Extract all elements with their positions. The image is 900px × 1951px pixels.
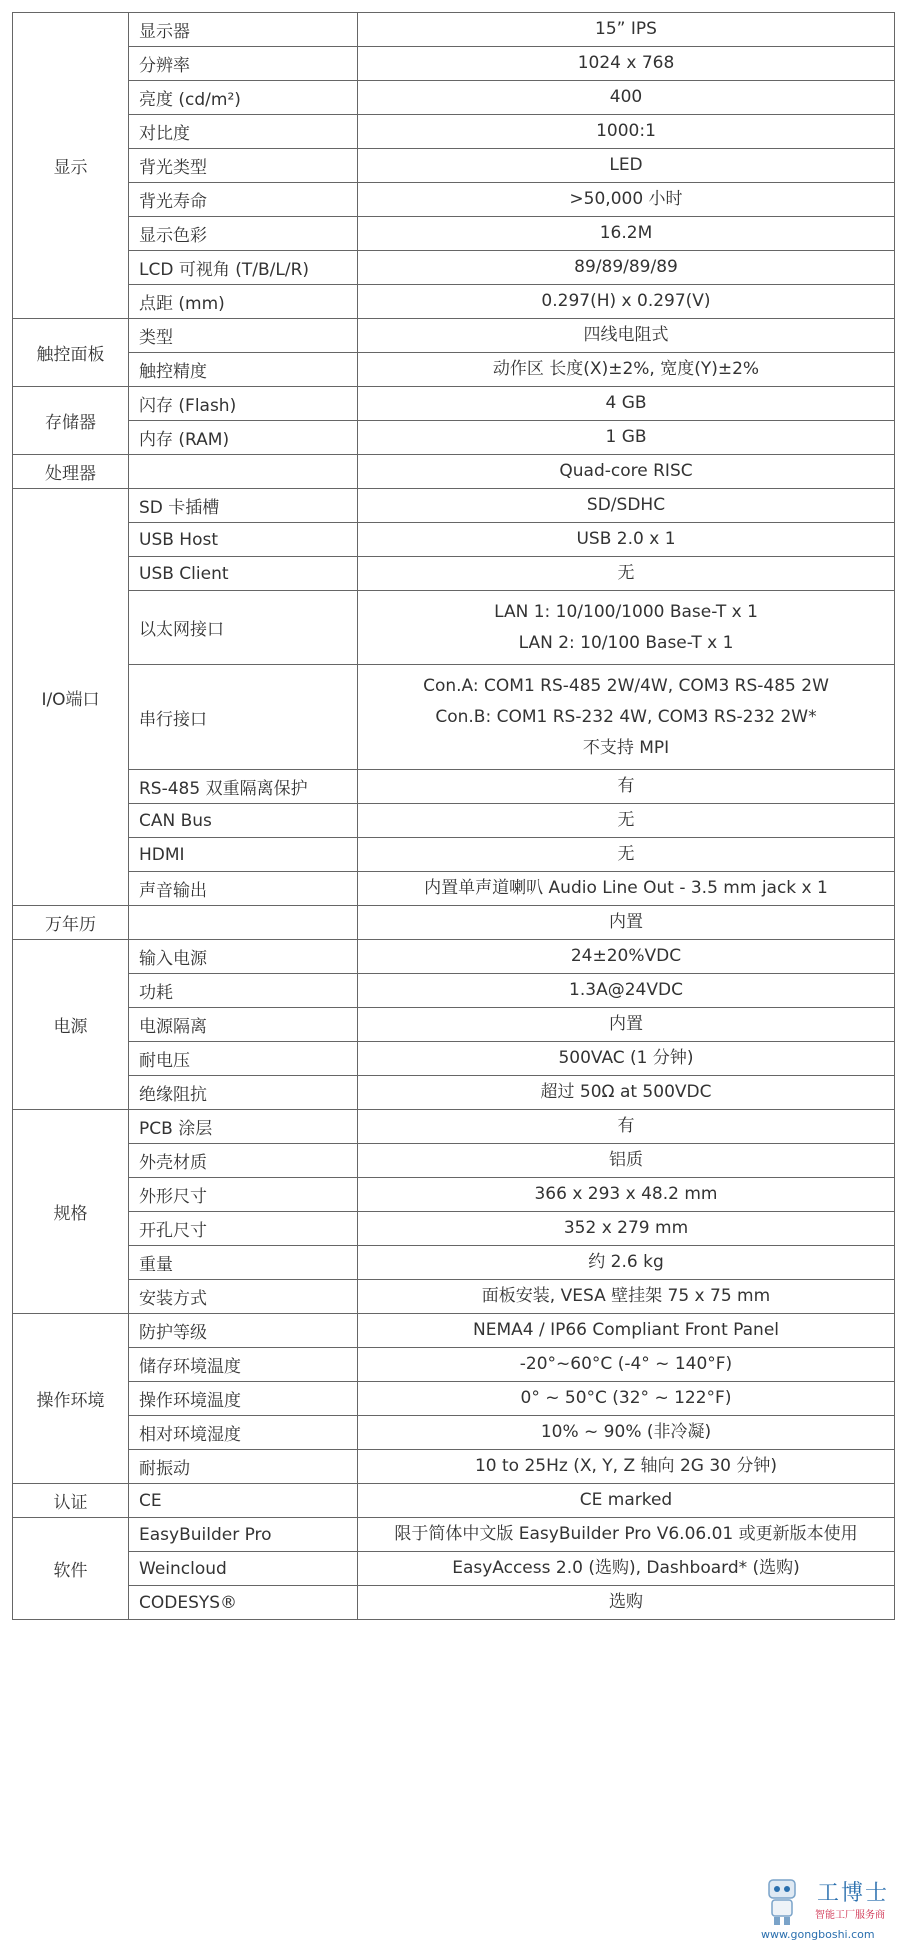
category-cell: 规格 — [13, 1110, 129, 1314]
value-cell — [358, 557, 895, 591]
value-cell — [358, 1110, 895, 1144]
value-line: 无 — [617, 563, 635, 583]
category-cell: 触控面板 — [13, 319, 129, 387]
value-line: 400 — [609, 87, 643, 107]
item-cell: CE — [129, 1484, 358, 1518]
table-row — [13, 770, 895, 804]
item-cell: 安装方式 — [129, 1280, 358, 1314]
value-cell — [358, 770, 895, 804]
item-cell: 背光寿命 — [129, 183, 358, 217]
value-line: 超过 50Ω at 500VDC — [540, 1082, 712, 1102]
item-cell: 相对环境湿度 — [129, 1416, 358, 1450]
category-cell: 操作环境 — [13, 1314, 129, 1484]
value-cell — [358, 591, 895, 665]
item-cell: 防护等级 — [129, 1314, 358, 1348]
table-row — [13, 489, 895, 523]
value-line: 选购 — [609, 1592, 643, 1612]
category-cell: 万年历 — [13, 906, 129, 940]
table-row — [13, 1280, 895, 1314]
item-cell: RS-485 双重隔离保护 — [129, 770, 358, 804]
value-cell — [358, 183, 895, 217]
table-row — [13, 1008, 895, 1042]
table-row — [13, 1382, 895, 1416]
value-line: 89/89/89/89 — [574, 257, 678, 277]
item-cell: 点距 (mm) — [129, 285, 358, 319]
table-row — [13, 1552, 895, 1586]
table-row — [13, 665, 895, 770]
value-line: 15” IPS — [595, 19, 657, 39]
item-cell: 内存 (RAM) — [129, 421, 358, 455]
value-line: 1.3A@24VDC — [569, 980, 683, 1000]
item-cell: 闪存 (Flash) — [129, 387, 358, 421]
item-cell: 外形尺寸 — [129, 1178, 358, 1212]
item-cell: EasyBuilder Pro — [129, 1518, 358, 1552]
table-row — [13, 523, 895, 557]
value-cell — [358, 665, 895, 770]
value-line: 无 — [617, 810, 635, 830]
value-line: 有 — [617, 1116, 635, 1136]
item-cell: Weincloud — [129, 1552, 358, 1586]
item-cell: 操作环境温度 — [129, 1382, 358, 1416]
value-line: 内置单声道喇叭 Audio Line Out - 3.5 mm jack x 1 — [424, 878, 828, 898]
category-cell: 软件 — [13, 1518, 129, 1620]
table-row — [13, 115, 895, 149]
item-cell: 类型 — [129, 319, 358, 353]
value-cell — [358, 1314, 895, 1348]
value-cell — [358, 47, 895, 81]
value-cell — [358, 1552, 895, 1586]
value-line: Con.B: COM1 RS-232 4W, COM3 RS-232 2W* — [435, 706, 817, 727]
item-cell: 触控精度 — [129, 353, 358, 387]
value-line: 四线电阻式 — [583, 325, 669, 345]
value-line: USB 2.0 x 1 — [576, 529, 676, 549]
value-cell — [358, 1178, 895, 1212]
value-cell — [358, 81, 895, 115]
value-cell — [358, 149, 895, 183]
value-line: NEMA4 / IP66 Compliant Front Panel — [473, 1320, 779, 1340]
value-cell — [358, 489, 895, 523]
value-line: SD/SDHC — [586, 495, 666, 515]
value-cell — [358, 1246, 895, 1280]
value-line: 500VAC (1 分钟) — [558, 1048, 694, 1068]
category-cell: 认证 — [13, 1484, 129, 1518]
table-row — [13, 47, 895, 81]
value-cell — [358, 872, 895, 906]
table-row — [13, 974, 895, 1008]
item-cell: 绝缘阻抗 — [129, 1076, 358, 1110]
item-cell: 分辨率 — [129, 47, 358, 81]
table-row — [13, 1212, 895, 1246]
value-cell — [358, 1518, 895, 1552]
table-row — [13, 591, 895, 665]
value-line: 24±20%VDC — [570, 946, 682, 966]
value-cell — [358, 1484, 895, 1518]
value-line: 有 — [617, 776, 635, 796]
table-row — [13, 251, 895, 285]
value-cell — [358, 1042, 895, 1076]
table-row — [13, 557, 895, 591]
value-cell — [358, 115, 895, 149]
value-line: EasyAccess 2.0 (选购), Dashboard* (选购) — [452, 1558, 800, 1578]
table-row — [13, 1246, 895, 1280]
value-line: 约 2.6 kg — [588, 1252, 664, 1272]
category-cell: 显示 — [13, 13, 129, 319]
item-cell: 耐振动 — [129, 1450, 358, 1484]
value-line: 352 x 279 mm — [563, 1218, 689, 1238]
value-cell — [358, 353, 895, 387]
value-cell — [358, 1586, 895, 1620]
value-line: 内置 — [609, 1014, 643, 1034]
table-row — [13, 13, 895, 47]
item-cell: 对比度 — [129, 115, 358, 149]
item-cell: 开孔尺寸 — [129, 1212, 358, 1246]
value-cell — [358, 217, 895, 251]
value-cell — [358, 285, 895, 319]
value-line: 0° ~ 50°C (32° ~ 122°F) — [520, 1388, 732, 1408]
value-line: Quad-core RISC — [559, 461, 693, 481]
value-line: >50,000 小时 — [569, 189, 683, 209]
value-cell — [358, 1416, 895, 1450]
value-cell — [358, 1348, 895, 1382]
value-line: 限于简体中文版 EasyBuilder Pro V6.06.01 或更新版本使用 — [394, 1524, 858, 1544]
table-row — [13, 1144, 895, 1178]
item-cell: 串行接口 — [129, 665, 358, 770]
value-line: 1024 x 768 — [577, 53, 675, 73]
robot-mascot-icon — [763, 1878, 801, 1926]
table-row — [13, 940, 895, 974]
watermark-brand: 工博士 — [817, 1881, 890, 1906]
table-row — [13, 1484, 895, 1518]
value-line: 10% ~ 90% (非冷凝) — [540, 1422, 712, 1442]
table-row — [13, 217, 895, 251]
value-cell — [358, 1450, 895, 1484]
table-row — [13, 1110, 895, 1144]
item-cell: 重量 — [129, 1246, 358, 1280]
value-line: -20°~60°C (-4° ~ 140°F) — [519, 1354, 733, 1374]
item-cell: 功耗 — [129, 974, 358, 1008]
value-line: LED — [609, 155, 643, 175]
item-cell: 背光类型 — [129, 149, 358, 183]
value-cell — [358, 804, 895, 838]
table-row — [13, 1076, 895, 1110]
value-line: 1 GB — [605, 427, 647, 447]
value-cell — [358, 523, 895, 557]
item-cell: CAN Bus — [129, 804, 358, 838]
category-cell: 电源 — [13, 940, 129, 1110]
table-row — [13, 285, 895, 319]
watermark — [755, 1868, 895, 1943]
category-cell: 处理器 — [13, 455, 129, 489]
item-cell — [129, 455, 358, 489]
value-cell — [358, 906, 895, 940]
value-line: Con.A: COM1 RS-485 2W/4W, COM3 RS-485 2W — [423, 675, 829, 696]
value-line: 铝质 — [609, 1150, 643, 1170]
table-row — [13, 906, 895, 940]
value-line: 10 to 25Hz (X, Y, Z 轴向 2G 30 分钟) — [474, 1456, 778, 1476]
table-row — [13, 421, 895, 455]
table-row — [13, 1042, 895, 1076]
value-line: 0.297(H) x 0.297(V) — [541, 291, 711, 311]
value-cell — [358, 1212, 895, 1246]
value-line: CE marked — [579, 1490, 673, 1510]
item-cell: SD 卡插槽 — [129, 489, 358, 523]
item-cell: 显示器 — [129, 13, 358, 47]
item-cell: USB Client — [129, 557, 358, 591]
item-cell: 电源隔离 — [129, 1008, 358, 1042]
table-row — [13, 1348, 895, 1382]
table-row — [13, 1416, 895, 1450]
value-cell — [358, 940, 895, 974]
value-line: 16.2M — [599, 223, 653, 243]
item-cell: 储存环境温度 — [129, 1348, 358, 1382]
item-cell: HDMI — [129, 838, 358, 872]
value-cell — [358, 455, 895, 489]
table-row — [13, 838, 895, 872]
value-line: 内置 — [609, 912, 643, 932]
item-cell: PCB 涂层 — [129, 1110, 358, 1144]
item-cell: CODESYS® — [129, 1586, 358, 1620]
value-line: 动作区 长度(X)±2%, 宽度(Y)±2% — [492, 359, 760, 379]
value-line: 无 — [617, 844, 635, 864]
table-row — [13, 1450, 895, 1484]
watermark-url: www.gongboshi.com — [761, 1928, 875, 1941]
item-cell: 输入电源 — [129, 940, 358, 974]
item-cell — [129, 906, 358, 940]
item-cell: 亮度 (cd/m²) — [129, 81, 358, 115]
table-row — [13, 183, 895, 217]
category-cell: I/O端口 — [13, 489, 129, 906]
value-cell — [358, 1144, 895, 1178]
item-cell: 外壳材质 — [129, 1144, 358, 1178]
value-cell — [358, 1280, 895, 1314]
value-cell — [358, 1008, 895, 1042]
value-line: 不支持 MPI — [582, 737, 670, 758]
value-line: 面板安装, VESA 壁挂架 75 x 75 mm — [481, 1286, 771, 1306]
value-cell — [358, 421, 895, 455]
value-cell — [358, 251, 895, 285]
value-cell — [358, 319, 895, 353]
value-line: LAN 2: 10/100 Base-T x 1 — [518, 632, 734, 653]
table-row — [13, 1314, 895, 1348]
value-line: LAN 1: 10/100/1000 Base-T x 1 — [494, 601, 758, 622]
item-cell: 显示色彩 — [129, 217, 358, 251]
item-cell: 声音输出 — [129, 872, 358, 906]
item-cell: 以太网接口 — [129, 591, 358, 665]
table-row — [13, 319, 895, 353]
table-row — [13, 1586, 895, 1620]
value-cell — [358, 838, 895, 872]
table-row — [13, 1178, 895, 1212]
category-cell: 存储器 — [13, 387, 129, 455]
table-row — [13, 455, 895, 489]
watermark-tagline: 智能工厂服务商 — [815, 1910, 885, 1921]
value-cell — [358, 1382, 895, 1416]
table-row — [13, 872, 895, 906]
spec-table — [12, 12, 895, 1620]
item-cell: USB Host — [129, 523, 358, 557]
table-row — [13, 804, 895, 838]
table-row — [13, 353, 895, 387]
value-line: 4 GB — [605, 393, 647, 413]
table-row — [13, 149, 895, 183]
value-line: 1000:1 — [596, 121, 656, 141]
value-cell — [358, 13, 895, 47]
table-row — [13, 81, 895, 115]
table-row — [13, 387, 895, 421]
value-cell — [358, 1076, 895, 1110]
item-cell: 耐电压 — [129, 1042, 358, 1076]
value-line: 366 x 293 x 48.2 mm — [534, 1184, 718, 1204]
spec-table-body — [13, 13, 895, 1620]
item-cell: LCD 可视角 (T/B/L/R) — [129, 251, 358, 285]
table-row — [13, 1518, 895, 1552]
value-cell — [358, 974, 895, 1008]
value-cell — [358, 387, 895, 421]
